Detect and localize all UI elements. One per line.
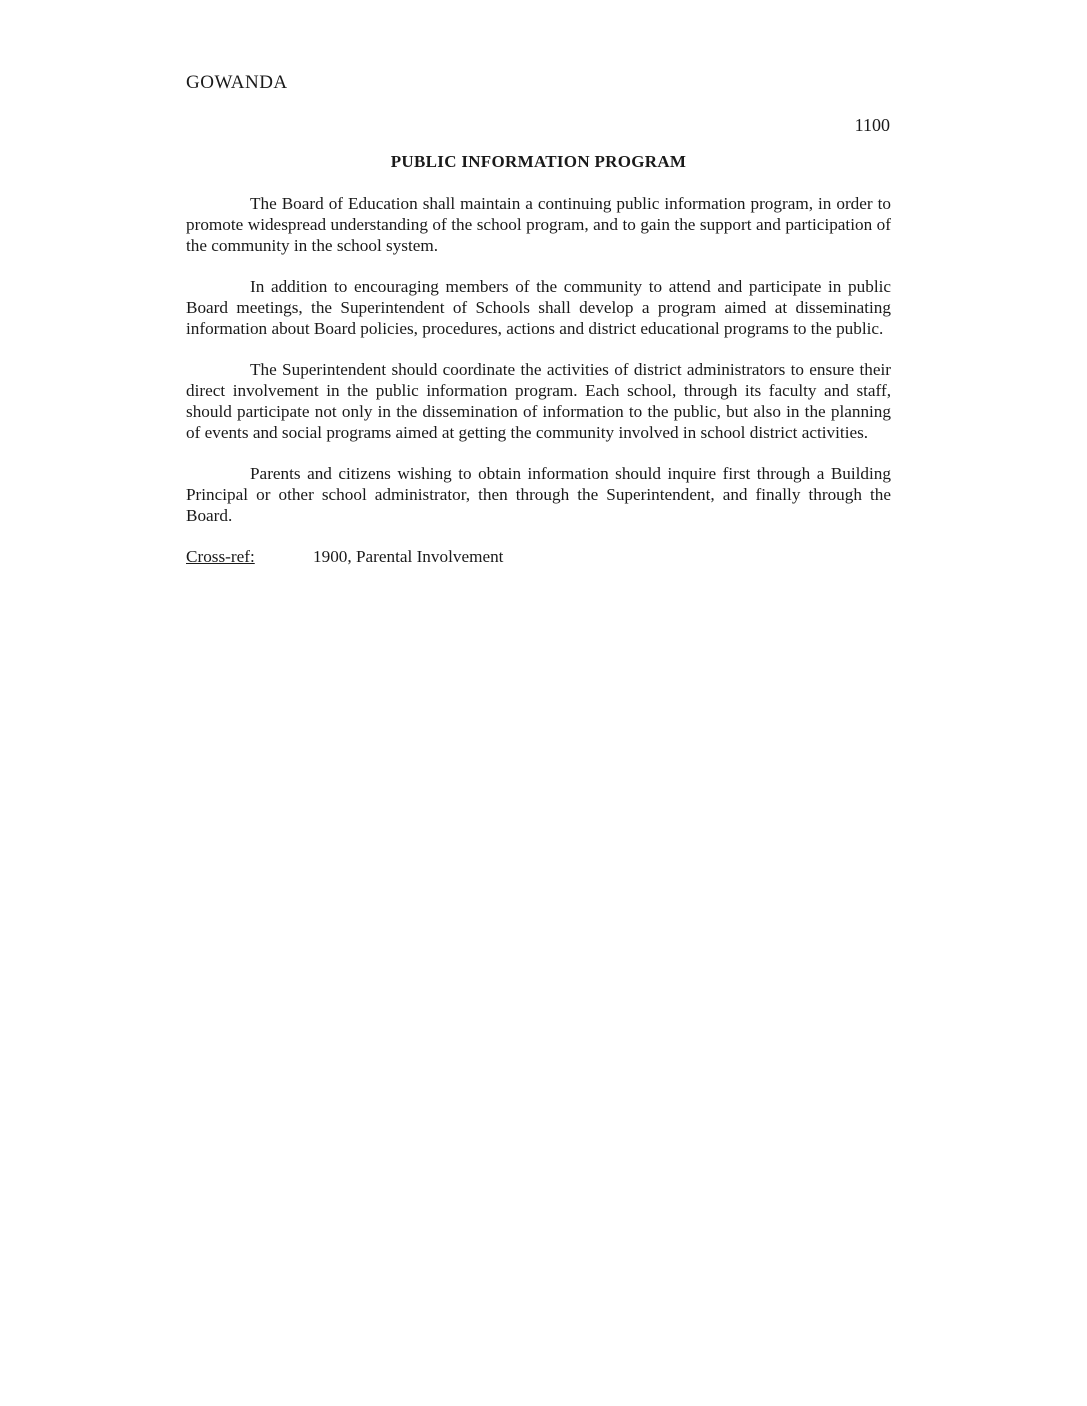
cross-reference: [186, 546, 891, 567]
district-name: GOWANDA: [186, 72, 288, 93]
paragraph-4: Parents and citizens wishing to obtain information should inquire first through a Building Principal or other school administrator, then through the Superintendent, and finally through the Board.: [186, 464, 891, 525]
paragraph-1: The Board of Education shall maintain a continuing public information program, in order to promote widespread understanding of the school program, and to gain the support and participation of the community in the school system.: [186, 194, 891, 255]
policy-body: [186, 193, 891, 567]
cross-ref-value: 1900, Parental Involvement: [313, 547, 504, 566]
paragraph-3: The Superintendent should coordinate the activities of district administrators to ensure their direct involvement in the public information program. Each school, through its faculty and staff, should participate not only in the dissemination of information to the public, but also in the planning of events and social programs aimed at getting the community involved in school district activities.: [186, 360, 891, 442]
paragraph-2: In addition to encouraging members of the community to attend and participate in public Board meetings, the Superintendent of Schools shall develop a program aimed at disseminating information about Board policies, procedures, actions and district educational programs to the public.: [186, 277, 891, 338]
cross-ref-label: Cross-ref:: [186, 547, 255, 566]
page-title: PUBLIC INFORMATION PROGRAM: [390, 152, 687, 171]
policy-number: 1100: [854, 115, 890, 135]
